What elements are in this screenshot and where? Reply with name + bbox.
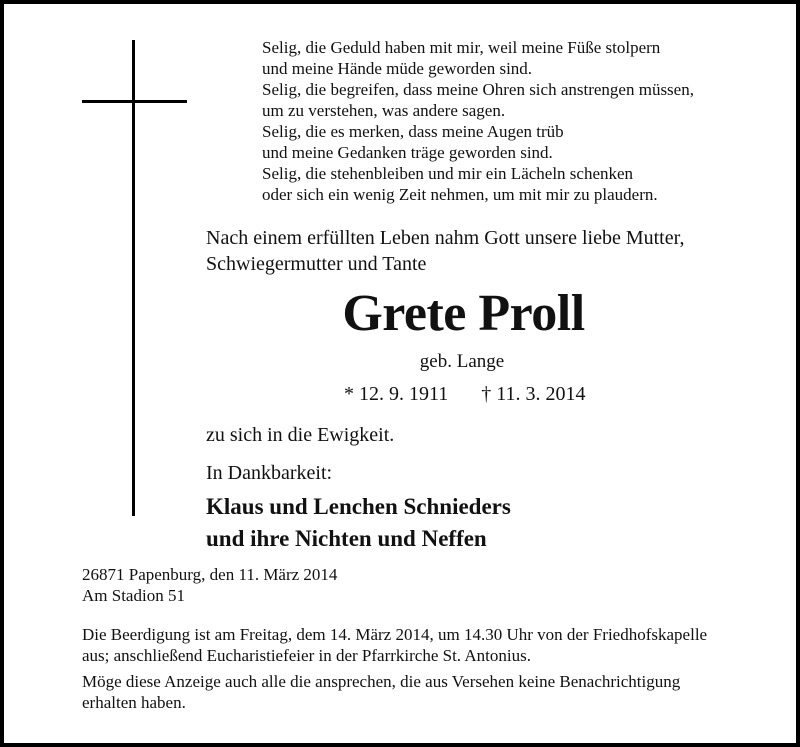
intro-line: Nach einem erfüllten Leben nahm Gott unsere liebe Mutter, — [206, 227, 685, 249]
poem-line: Selig, die Geduld haben mit mir, weil meine Füße stolpern — [262, 38, 661, 57]
cross-vertical-bar — [132, 40, 135, 516]
cross-horizontal-bar — [82, 100, 187, 103]
poem-line: um zu verstehen, was andere sagen. — [262, 101, 506, 120]
poem — [262, 37, 694, 205]
poem-line: Selig, die begreifen, dass meine Ohren sich anstrengen müssen, — [262, 80, 694, 99]
poem-line: Selig, die stehenbleiben und mir ein Lächeln schenken — [262, 164, 634, 183]
intro-text — [206, 225, 684, 277]
address-line: 26871 Papenburg, den 11. März 2014 — [82, 565, 338, 584]
poem-line: und meine Gedanken träge geworden sind. — [262, 143, 553, 162]
funeral-notice — [82, 624, 707, 666]
life-dates — [344, 381, 586, 407]
mourners — [206, 491, 511, 555]
poem-line: oder sich ein wenig Zeit nehmen, um mit mir zu plaudern. — [262, 185, 658, 204]
eternity-line: zu sich in die Ewigkeit. — [206, 424, 395, 446]
gratitude-line: In Dankbarkeit: — [206, 462, 333, 484]
notice-line: aus; anschließend Eucharistiefeier in der Pfarrkirche St. Antonius. — [82, 646, 531, 665]
notice-line: erhalten haben. — [82, 693, 186, 712]
birth-date: * 12. 9. 1911 — [344, 383, 449, 405]
poem-line: Selig, die es merken, dass meine Augen trüb — [262, 122, 564, 141]
closing-notice — [82, 671, 680, 713]
mourner-line: Klaus und Lenchen Schnieders — [206, 494, 511, 519]
maiden-name: geb. Lange — [419, 351, 505, 372]
address-line: Am Stadion 51 — [82, 586, 185, 605]
notice-line: Möge diese Anzeige auch alle die ansprechen, die aus Versehen keine Benachrichtigung — [82, 672, 681, 691]
notice-line: Die Beerdigung ist am Freitag, dem 14. März 2014, um 14.30 Uhr von der Friedhofskapelle — [82, 625, 708, 644]
address — [82, 564, 337, 606]
intro-line: Schwiegermutter und Tante — [206, 253, 427, 275]
deceased-name: Grete Proll — [342, 285, 585, 342]
poem-line: und meine Hände müde geworden sind. — [262, 59, 533, 78]
death-date: † 11. 3. 2014 — [481, 383, 586, 405]
mourner-line: und ihre Nichten und Neffen — [206, 526, 487, 551]
